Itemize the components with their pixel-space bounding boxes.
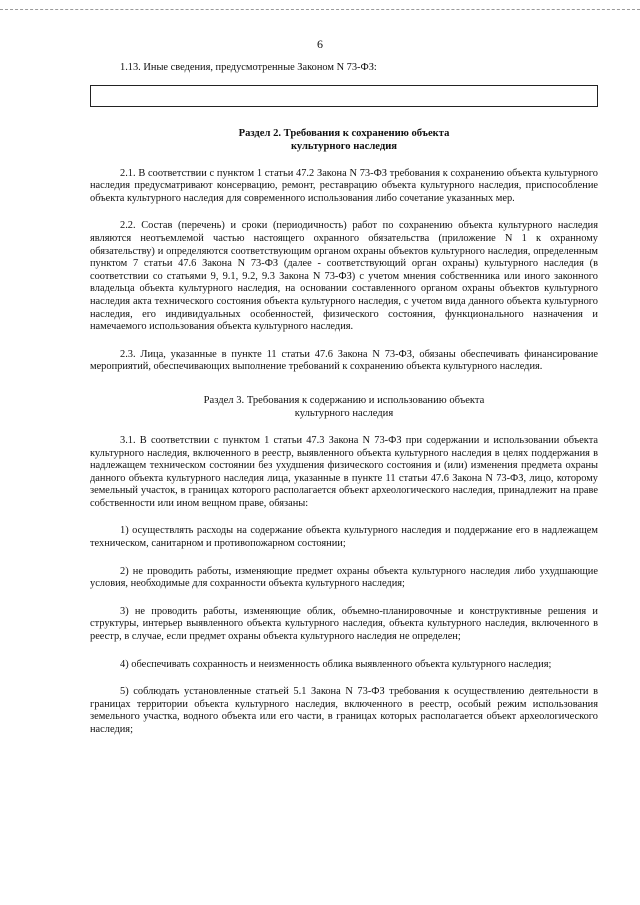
list-item: 2) не проводить работы, изменяющие предмет охраны объекта культурного наследия либо ухудшающие условия, необходимые для сохранности объекта культурного наследия; [90, 565, 598, 590]
document-body [90, 62, 598, 737]
section-3-heading-line1: Раздел 3. Требования к содержанию и использованию объекта [203, 394, 485, 406]
paragraph-2-2: 2.2. Состав (перечень) и сроки (периодичность) работ по сохранению объекта культурного наследия являются неотъемлемой частью настоящего охранного обязательства (приложение N 1 к охранному обязательству) и определяются соответствующим органом охраны объектов культурного наследия, определенным пунктом 7 статьи 47.6 Закона N 73-ФЗ (далее - соответствующий орган охраны) культурного наследия (в соответствии со статьями 9, 9.1, 9.2, 9.3 Закона N 73-ФЗ) с учетом мнения собственника или иного законного владельца объекта культурного наследия, на основании составленного органом охраны объектов культурного наследия акта технического состояния объекта культурного наследия, с учетом вида данного объекта культурного наследия, его индивидуальных особенностей, физического состояния, функционального назначения и намечаемого использования объекта культурного наследия. [90, 220, 598, 333]
list-item: 4) обеспечивать сохранность и неизменность облика выявленного объекта культурного наследия; [120, 658, 552, 670]
item-1-13: 1.13. Иные сведения, предусмотренные Законом N 73-ФЗ: [120, 62, 377, 73]
section-2-heading-line2: культурного наследия [290, 140, 398, 152]
paragraph-2-1: 2.1. В соответствии с пунктом 1 статьи 47.2 Закона N 73-ФЗ требования к сохранению объекта культурного наследия предусматривают консервацию, ремонт, реставрацию объекта культурного наследия, приспособление объекта культурного наследия для современного использования либо сочетание указанных мер. [90, 167, 598, 204]
scan-top-border [0, 9, 640, 10]
list-item: 3) не проводить работы, изменяющие облик, объемно-планировочные и конструктивные решения и структуры, интерьер выявленного объекта культурного наследия, объекта культурного наследия, включенного в реестр, в случае, если предмет охраны объекта культурного наследия не определен; [90, 605, 598, 643]
section-2-heading-line1: Раздел 2. Требования к сохранению объекта [238, 127, 450, 139]
paragraph-3-1: 3.1. В соответствии с пунктом 1 статьи 47.3 Закона N 73-ФЗ при содержании и использовании объекта культурного наследия, включенного в реестр, выявленного объекта культурного наследия в целях поддержания в надлежащем техническом состоянии без ухудшения физического состояния и (или) изменения предмета охраны данного объекта культурного наследия лица, указанные в пункте 11 статьи 47.6 Закона N 73-ФЗ, лицо, которому земельный участок, в границах которого располагается объект археологического наследия, принадлежит на праве собственности или ином вещном праве, обязаны: [90, 434, 598, 509]
section-2-heading [90, 127, 598, 153]
blank-info-box [90, 85, 598, 107]
paragraph-2-3: 2.3. Лица, указанные в пункте 11 статьи 47.6 Закона N 73-ФЗ, обязаны обеспечивать финансирование мероприятий, обеспечивающих выполнение требований к сохранению объекта культурного наследия. [90, 348, 598, 373]
list-item: 1) осуществлять расходы на содержание объекта культурного наследия и поддержание его в надлежащем техническом, санитарном и противопожарном состоянии; [90, 525, 598, 550]
list-item: 5) соблюдать установленные статьей 5.1 Закона N 73-ФЗ требования к осуществлению деятельности в границах территории объекта культурного наследия, включенного в реестр, особый режим использования земельного участка, водного объекта или его части, в границах которых располагается объект археологического наследия; [90, 686, 598, 735]
section-3-heading-line2: культурного наследия [294, 407, 394, 419]
page-number: 6 [317, 37, 323, 51]
section-3-heading [90, 394, 598, 420]
